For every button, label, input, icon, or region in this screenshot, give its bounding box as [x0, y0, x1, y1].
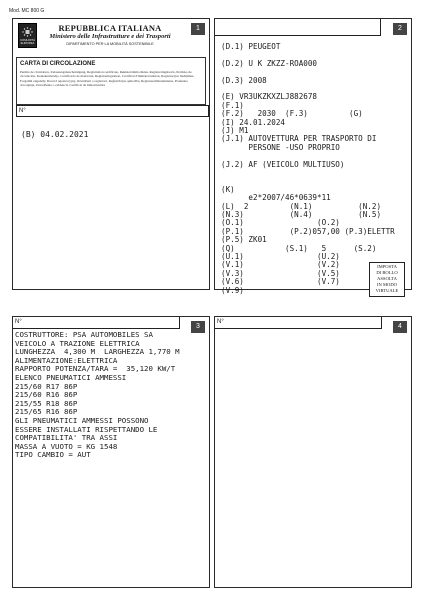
- panel-1-front: [12, 18, 210, 290]
- line-j1: (J.1) AUTOVETTURA PER TRASPORTO DI: [221, 134, 377, 144]
- line-v3: (V.3) (V.5): [221, 268, 340, 278]
- note-line: RAPPORTO POTENZA/TARA = 35,120 KW/T: [15, 364, 176, 374]
- ministry-title: Ministero delle Infrastrutture e dei Trasporti: [49, 33, 171, 40]
- note-line: 215/60 R16 86P: [15, 390, 78, 400]
- note-line: 215/55 R18 86P: [15, 398, 78, 408]
- note-line: 215/60 R17 86P: [15, 381, 78, 391]
- line-p5: (P.5) ZK01: [221, 235, 267, 245]
- note-line: COSTRUTTORE: PSA AUTOMOBILES SA: [15, 330, 153, 339]
- line-k: (K): [221, 184, 235, 194]
- number-field-label: N°: [217, 319, 224, 325]
- form-code: Mod. MC 800 G: [9, 8, 45, 14]
- line-l: (L) 2 (N.1) (N.2): [221, 201, 382, 211]
- line-u1: (U.1) (U.2): [221, 252, 340, 261]
- line-i: (I) 24.01.2024: [221, 117, 286, 127]
- line-v9: (V.9): [221, 285, 244, 295]
- number-field-label: N°: [15, 319, 22, 325]
- top-left-field: [215, 19, 381, 36]
- panel-2-vehicle-data: [214, 18, 412, 295]
- line-k-value: e2*2007/46*0639*11: [221, 193, 331, 203]
- doc-subtitle: Permis de circulation, Zulassungsbescheinigung, Registration certificate, Rekisteröintitodistus, Registreringsbevis, Permiso de circulación, Kentekenbewijs, Certificado de matrícula, Registreringsattest, Certificat d'immatriculation, Registracijos liudijimas, Forgalmi engedély, Dowód rejestracyjny, Osvědčení o registraci, Reģistrācijas apliecība, Registreerimistunnistus, Prometno dovoljenje, Osvedčenie o evidencii, Certificat de înmatriculare: [20, 70, 195, 88]
- line-d1: (D.1) PEUGEOT: [221, 42, 281, 51]
- panel-number-2: 2: [393, 23, 407, 35]
- line-f1: (F.1): [221, 100, 244, 110]
- note-line: GLI PNEUMATICI AMMESSI POSSONO: [15, 416, 149, 425]
- stamp-line: ASSOLTA: [377, 276, 397, 281]
- note-line: ELENCO PNEUMATICI AMMESSI: [15, 373, 127, 382]
- line-j2: (J.2) AF (VEICOLO MULTIUSO): [221, 159, 345, 169]
- note-line: COMPATIBILITA' TRA ASSI: [15, 433, 118, 443]
- number-field: [13, 317, 180, 329]
- registration-date-b: (B) 04.02.2021: [21, 130, 89, 139]
- line-q: (Q) (S.1) 5 (S.2): [221, 243, 377, 253]
- stamp-duty-box: [369, 262, 405, 297]
- number-field: [215, 317, 382, 329]
- number-field: [16, 105, 209, 117]
- line-j1-cont: PERSONE -USO PROPRIO: [221, 142, 340, 152]
- republic-title: REPUBBLICA ITALIANA: [58, 23, 162, 33]
- emblem-caption: COMUNITÀ EUROPEA: [20, 38, 35, 46]
- panel-4-blank: [214, 316, 412, 588]
- note-line: MASSA A VUOTO = KG 1548: [15, 441, 118, 451]
- panel-number-1: 1: [191, 23, 205, 35]
- note-line: VEICOLO A TRAZIONE ELETTRICA: [15, 338, 140, 348]
- department-title: DIPARTIMENTO PER LA MOBILITÀ SOSTENIBILE: [66, 42, 154, 46]
- title-box: [16, 57, 206, 105]
- note-line: ESSERE INSTALLATI RISPETTANDO LE: [15, 424, 158, 434]
- line-f2: (F.2) 2030 (F.3) (G): [221, 109, 363, 119]
- stamp-line: IN MODO: [376, 282, 398, 287]
- stamp-line: DI BOLLO: [376, 270, 398, 275]
- doc-title: CARTA DI CIRCOLAZIONE: [20, 61, 96, 67]
- line-v6: (V.6) (V.7): [221, 277, 340, 287]
- stamp-line: VIRTUALE: [375, 288, 399, 293]
- line-p1: (P.1) (P.2)057,00 (P.3)ELETTR: [221, 226, 395, 236]
- note-line: LUNGHEZZA 4,300 M LARGHEZZA 1,770 M: [15, 347, 180, 357]
- note-line: ALIMENTAZIONE:ELETTRICA: [15, 355, 118, 365]
- note-line: 215/65 R16 86P: [15, 407, 78, 417]
- panel-number-4: 4: [393, 321, 407, 333]
- stamp-line: IMPOSTA: [377, 264, 397, 269]
- panel-3-technical-notes: [12, 316, 210, 588]
- eu-emblem-icon: [18, 23, 37, 48]
- line-d2: (D.2) U K ZKZZ-ROA000: [221, 58, 318, 68]
- panel-number-3: 3: [191, 321, 205, 333]
- number-field-label: N°: [19, 108, 26, 114]
- line-n3: (N.3) (N.4) (N.5): [221, 210, 382, 219]
- line-v1: (V.1) (V.2): [221, 260, 340, 270]
- line-o1: (O.1) (O.2): [221, 218, 340, 228]
- note-line: TIPO CAMBIO = AUT: [15, 450, 91, 460]
- line-e: (E) VR3UKZKXZLJ882678: [221, 92, 318, 102]
- line-d3: (D.3) 2008: [221, 75, 267, 85]
- line-j: (J) M1: [221, 126, 249, 135]
